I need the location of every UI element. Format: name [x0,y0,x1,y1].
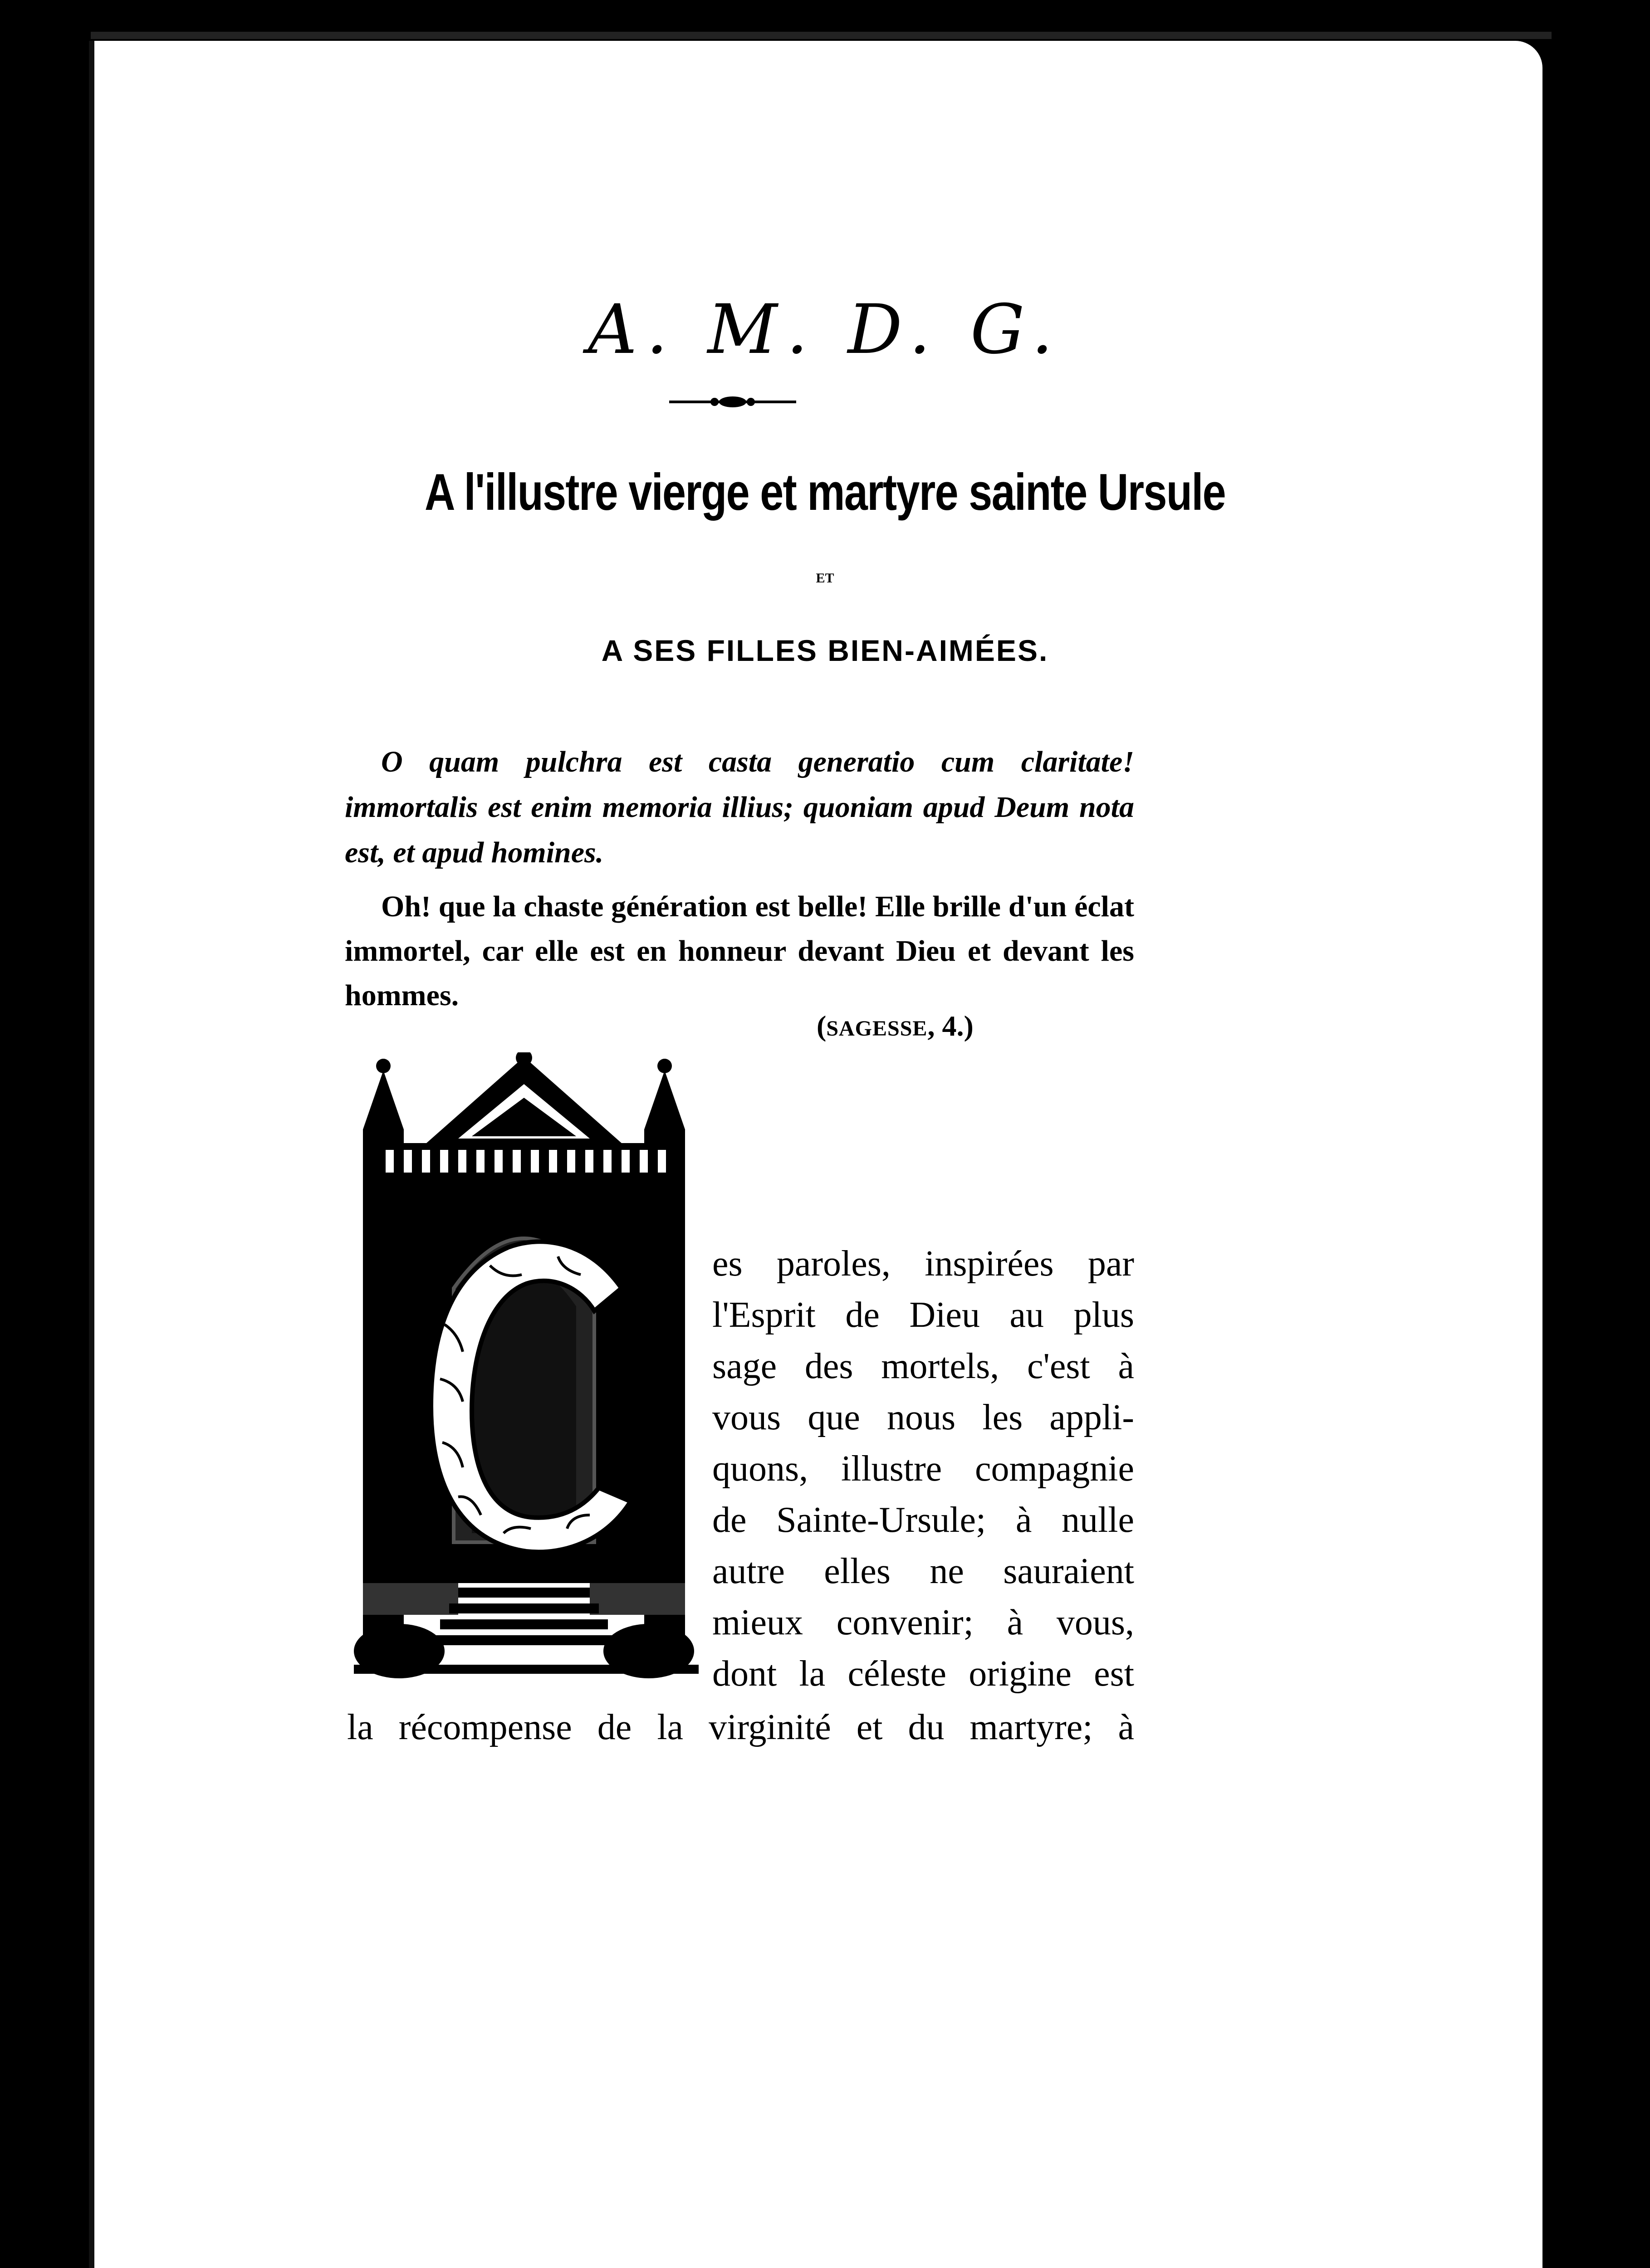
dedication-conjunction: ET [816,571,834,586]
body-line: vous que nous les appli- [712,1398,1134,1437]
citation-open: ( [817,1010,827,1042]
citation-source: SAGESSE [826,1017,928,1041]
monogram-heading: A. M. D. G. [588,290,1062,369]
latin-epigraph [345,739,1134,875]
latin-epigraph-text: O quam pulchra est casta generatio cum claritate! immortalis est enim memoria illius; quoniam apud Deum nota est, et apud homines. [345,745,1134,869]
dedication-title: A l'illustre vierge et martyre sainte Ursule [424,464,1226,521]
body-line: l'Esprit de Dieu au plus [712,1295,1134,1335]
body-line: es paroles, inspirées par [712,1244,1134,1284]
body-last-line: la récompense de la virginité et du martyre; à [347,1707,1134,1747]
ornament-divider [669,393,796,411]
scan-top-edge [91,32,1552,39]
body-line: mieux convenir; à vous, [712,1603,1134,1642]
body-paragraph [712,1238,1134,1700]
body-line: quons, illustre compagnie [712,1449,1134,1489]
body-line: autre elles ne sauraient [712,1551,1134,1591]
french-translation: Oh! que la chaste génération est belle! Elle brille d'un éclat immortel, car elle est en honneur devant Dieu et devant les hommes. [345,890,1134,1012]
book-page [91,41,1542,2268]
scripture-citation [817,1009,974,1043]
body-line: dont la céleste origine est [712,1654,1134,1694]
body-line: sage des mortels, c'est à [712,1346,1134,1386]
body-line: de Sainte-Ursule; à nulle [712,1500,1134,1540]
page-spine [89,41,94,2268]
illuminated-drop-cap [354,1052,699,1692]
dedication-subtitle: A SES FILLES BIEN-AIMÉES. [601,634,1049,667]
citation-rest: , 4.) [927,1010,974,1042]
